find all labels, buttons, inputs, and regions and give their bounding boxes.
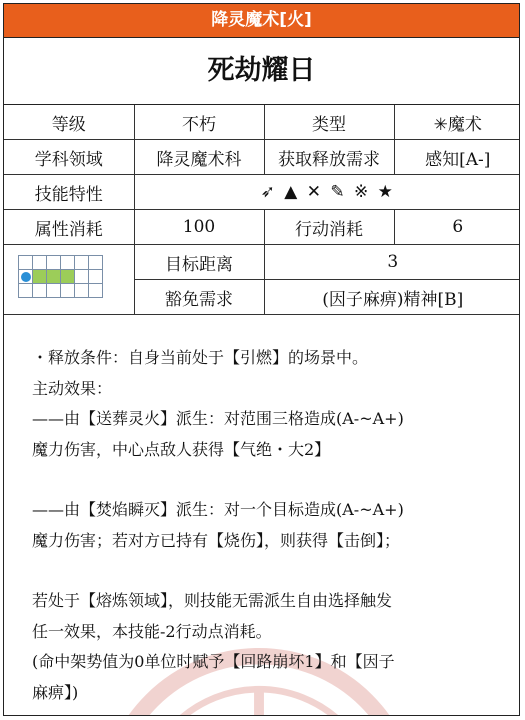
stats-row-traits — [4, 175, 520, 210]
stats-row-level — [4, 105, 520, 140]
description-line: ——由【焚焰瞬灭】派生：对一个目标造成(A-~A+) — [32, 500, 404, 519]
description-line: 魔力伤害；若对方已持有【烧伤】，则获得【击倒】； — [32, 530, 401, 550]
range-diagram — [4, 245, 134, 315]
range-cell — [18, 283, 33, 298]
description-line: ——由【送葬灵火】派生：对范围三格造成(A-~A+) — [32, 409, 404, 428]
range-cell — [88, 269, 103, 284]
requirement-value: 感知[A-] — [394, 140, 520, 175]
stats-row-field — [4, 140, 520, 175]
range-cell — [46, 255, 61, 270]
range-cell-hit — [46, 269, 61, 284]
range-cell — [60, 283, 75, 298]
description-line: ・释放条件：自身当前处于【引燃】的场景中。 — [32, 348, 369, 367]
traits-label: 技能特性 — [4, 175, 134, 210]
range-cell — [74, 255, 89, 270]
range-cell — [18, 255, 33, 270]
level-label: 等级 — [4, 105, 134, 140]
action-cost-value: 6 — [394, 210, 520, 245]
action-cost-label: 行动消耗 — [264, 210, 394, 245]
stats-row-cost — [4, 210, 520, 245]
range-cell — [74, 269, 89, 284]
range-cell — [32, 255, 47, 270]
requirement-label: 获取释放需求 — [264, 140, 394, 175]
save-requirement-value: (因子麻痹)精神[B] — [264, 280, 520, 315]
type-label: 类型 — [264, 105, 394, 140]
range-cell — [46, 283, 61, 298]
description-line: 魔力伤害，中心点敌人获得【气绝・大2】 — [32, 439, 331, 459]
range-cell — [32, 283, 47, 298]
range-cell-hit — [60, 269, 75, 284]
attribute-cost-value: 100 — [134, 210, 264, 245]
range-origin-icon — [21, 272, 31, 282]
skill-title: 死劫耀日 — [4, 38, 519, 105]
attribute-cost-label: 属性消耗 — [4, 210, 134, 245]
description-line: 麻痹】) — [32, 682, 79, 702]
description-text — [32, 343, 491, 708]
description-line: (命中架势值为0单位时赋予【回路崩坏1】和【因子 — [32, 652, 395, 671]
skill-card — [3, 3, 520, 716]
target-distance-value: 3 — [264, 245, 520, 280]
level-value: 不朽 — [134, 105, 264, 140]
stats-table — [4, 105, 520, 315]
school-header: 降灵魔术[火] — [4, 4, 519, 38]
field-value: 降灵魔术科 — [134, 140, 264, 175]
range-cell-hit — [32, 269, 47, 284]
traits-icons: ➶ ▲ ✕ ✎ ※ ★ — [134, 175, 520, 210]
stats-row-range — [4, 245, 520, 280]
description-line: 若处于【熔炼领域】，则技能无需派生自由选择触发 — [32, 591, 393, 610]
range-cell — [74, 283, 89, 298]
target-distance-label: 目标距离 — [134, 245, 264, 280]
description-area — [4, 315, 519, 708]
description-blank-line — [32, 465, 491, 495]
range-cell — [88, 255, 103, 270]
description-blank-line — [32, 556, 491, 586]
field-label: 学科领域 — [4, 140, 134, 175]
range-cell — [60, 255, 75, 270]
description-line: 任一效果，本技能-2行动点消耗。 — [32, 621, 272, 641]
range-cell — [18, 269, 33, 284]
description-line: 主动效果： — [32, 378, 113, 398]
type-value: ✳魔术 — [394, 105, 520, 140]
save-requirement-label: 豁免需求 — [134, 280, 264, 315]
range-cell — [88, 283, 103, 298]
